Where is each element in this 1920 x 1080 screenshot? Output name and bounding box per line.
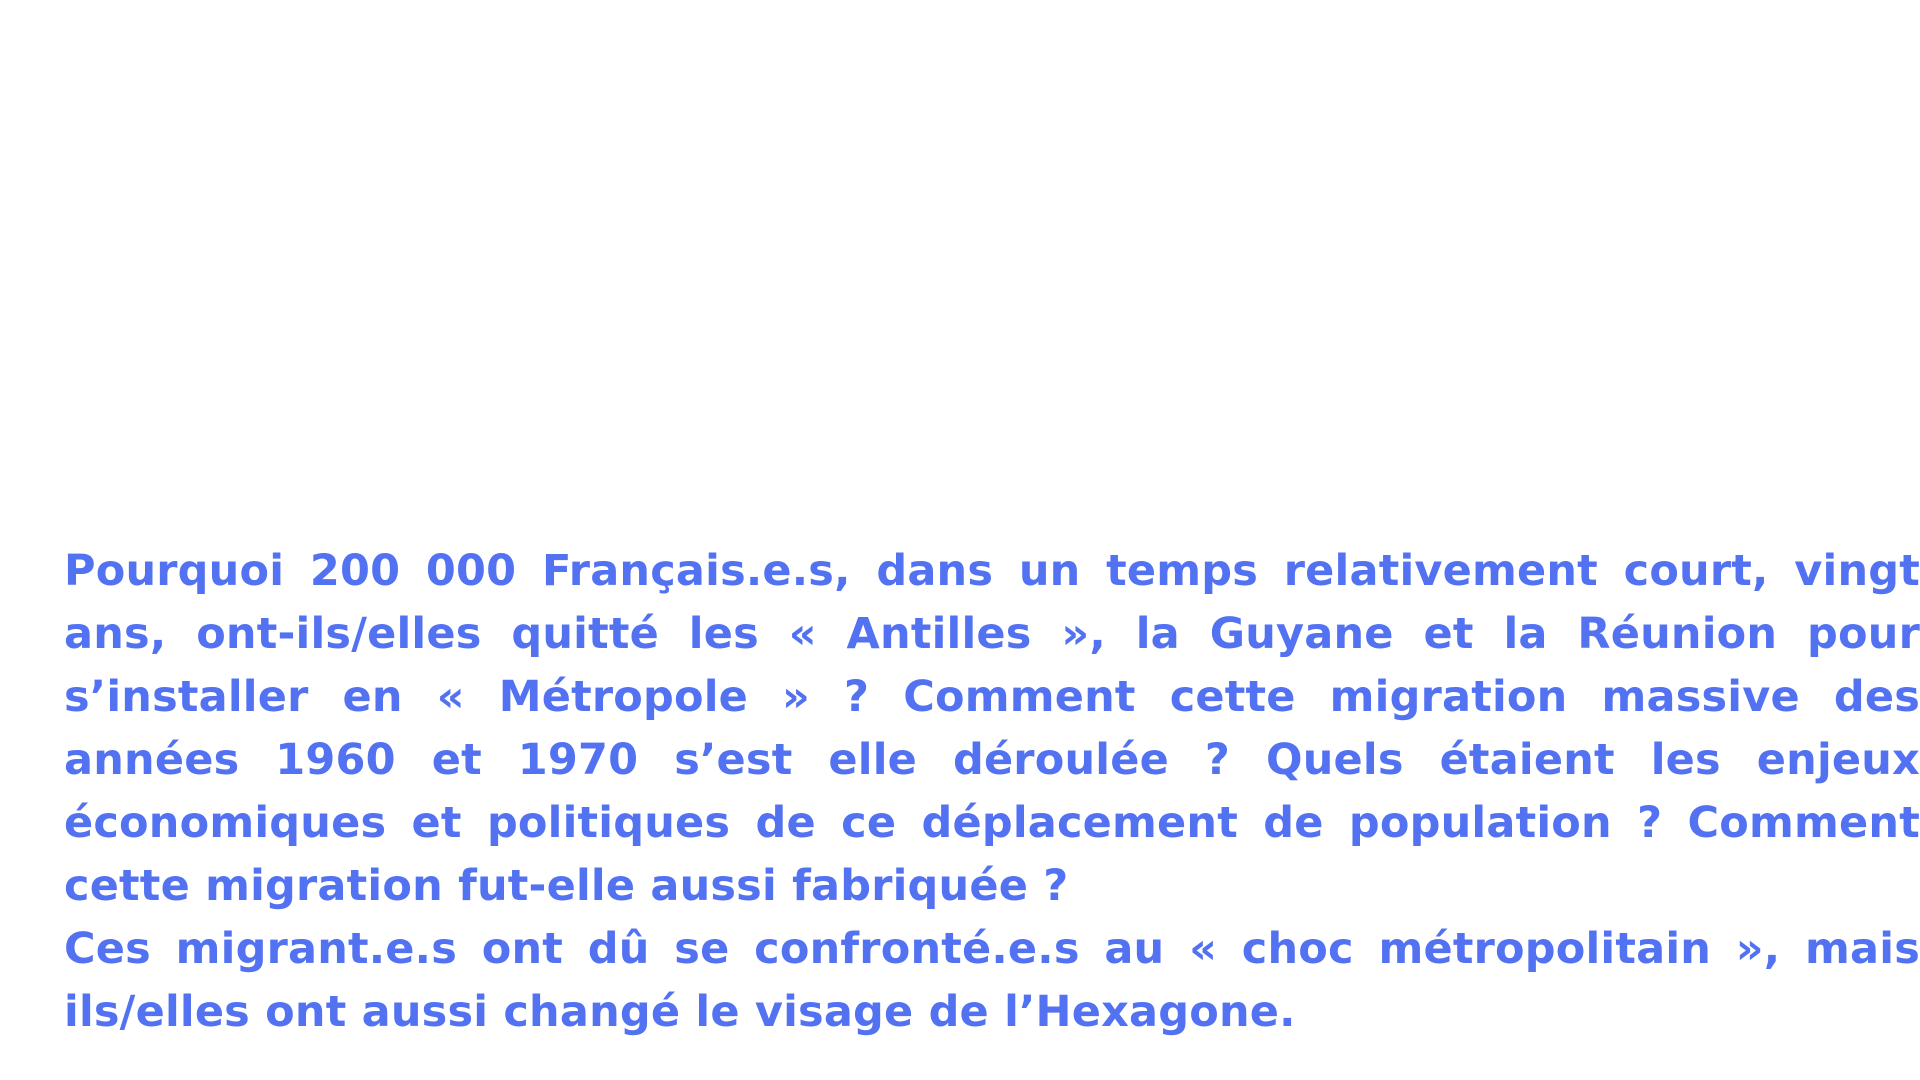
intro-paragraph-2: Ces migrant.e.s ont dû se confronté.e.s au « choc métropolitain », mais ils/elles ont aussi changé le visage de l’Hexagone. xyxy=(64,924,1920,1037)
intro-text-block xyxy=(64,540,1920,1044)
intro-paragraph-1: Pourquoi 200 000 Français.e.s, dans un temps relativement court, vingt ans, ont-ils/elles quitté les « Antilles », la Guyane et la Réunion pour s’installer en « Métropole » ? Comment cette migration massive des années 1960 et 1970 s’est elle déroulée ? Quels étaient les enjeux économiques et politiques de ce déplacement de population ? Comment cette migration fut-elle aussi fabriquée ? xyxy=(64,546,1920,911)
